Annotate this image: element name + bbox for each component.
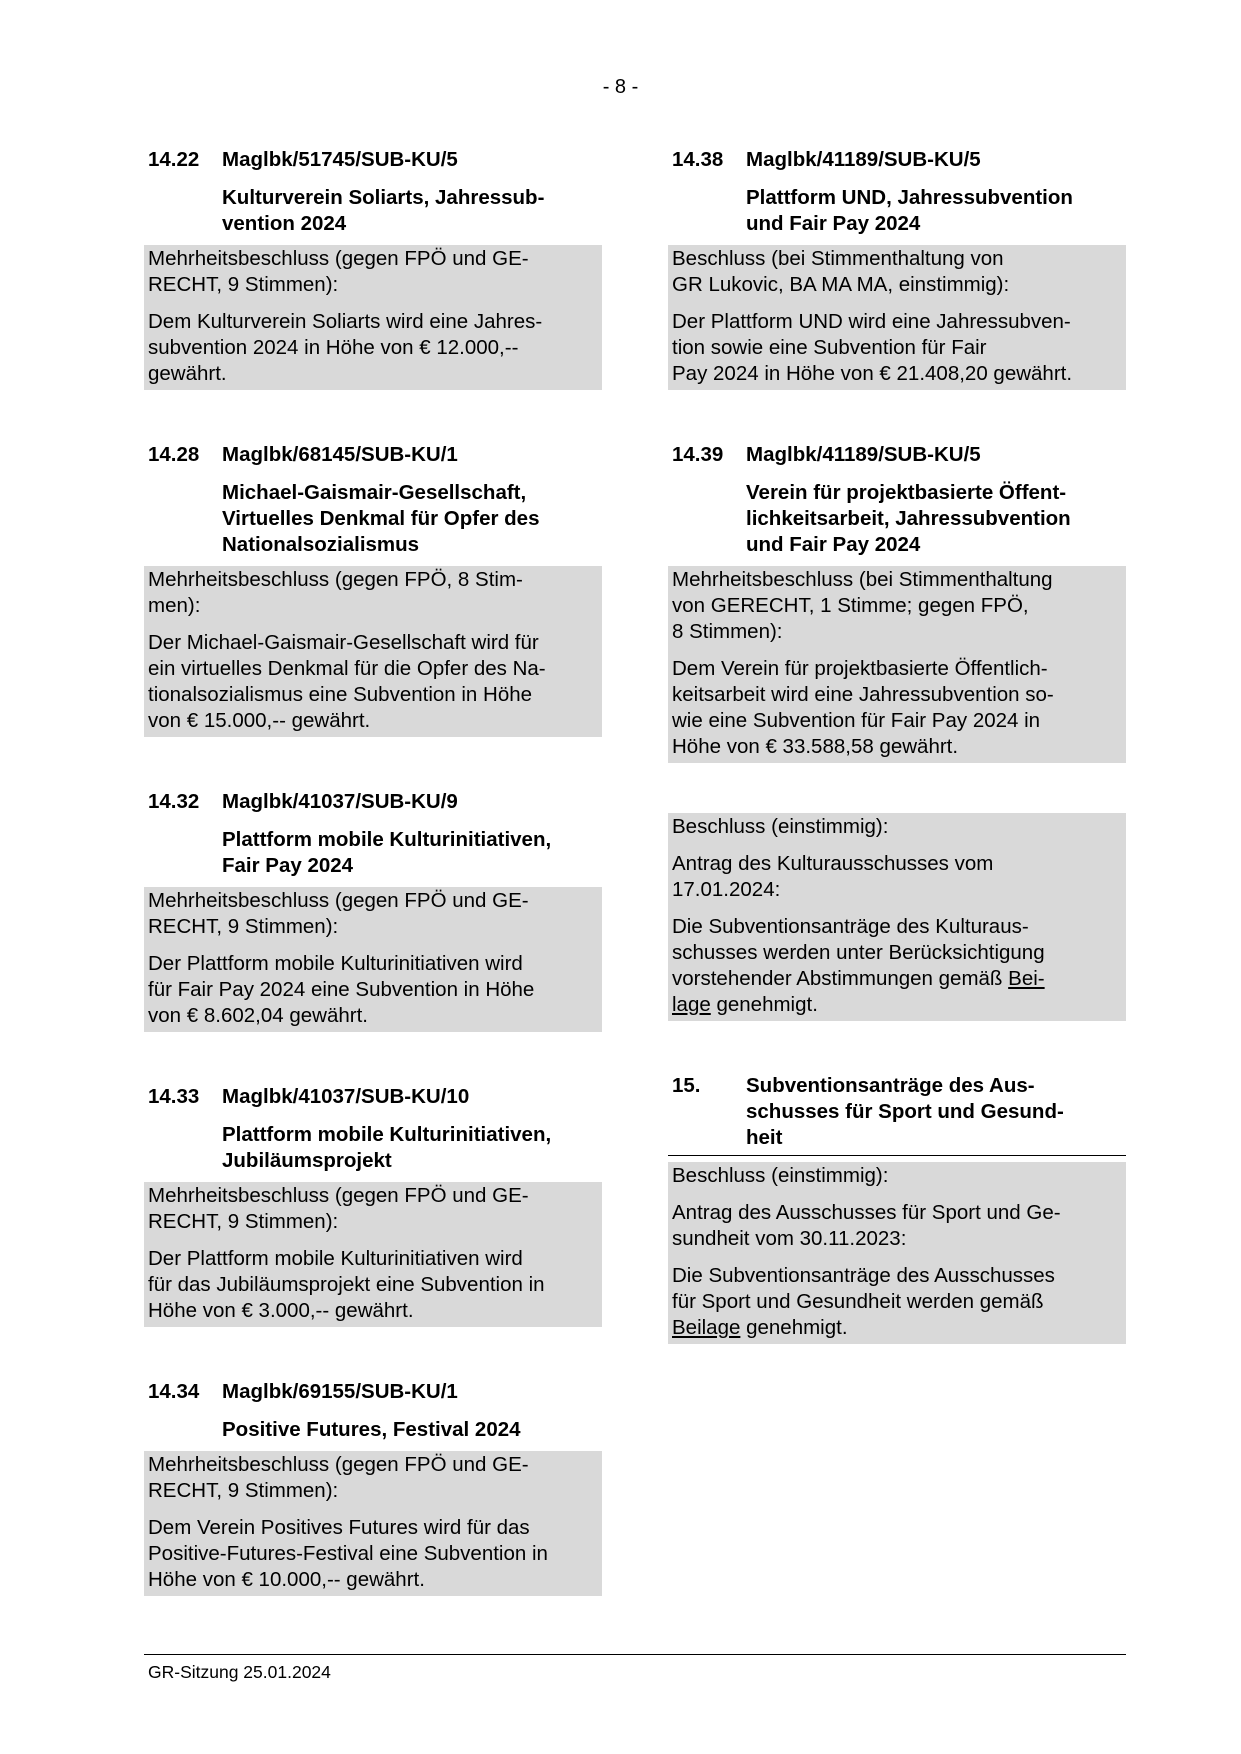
item-heading <box>668 442 1126 468</box>
summary-resolution <box>668 813 1126 1021</box>
section-title: Subventionsanträge des Aus- schusses für Sport und Gesund- heit <box>746 1074 1064 1149</box>
decision-box <box>144 887 602 1032</box>
agenda-item-14-38 <box>668 147 1126 390</box>
decision-box <box>144 1182 602 1327</box>
decision-type: Beschluss (einstimmig): <box>672 815 889 838</box>
decision-text: Der Plattform UND wird eine Jahressubven- tion sowie eine Subvention für Fair Pay 2024 in Höhe von € 21.408,20 gewährt. <box>672 310 1073 385</box>
footer-divider <box>144 1654 1126 1655</box>
section-divider <box>668 1155 1126 1156</box>
attachment-link[interactable]: Beilage <box>672 1316 741 1339</box>
decision-type: Beschluss (bei Stimmenthaltung von GR Lukovic, BA MA MA, einstimmig): <box>672 247 1010 296</box>
agenda-item-14-33 <box>144 1084 602 1327</box>
item-title: Kulturverein Soliarts, Jahressub- vention 2024 <box>222 186 545 235</box>
agenda-item-14-22 <box>144 147 602 390</box>
item-number: 14.22 <box>148 148 200 171</box>
item-number: 14.39 <box>672 443 724 466</box>
decision-text-tail: genehmigt. <box>740 1316 848 1339</box>
item-title: Plattform mobile Kulturinitiativen, Fair Pay 2024 <box>222 828 552 877</box>
item-title: Plattform mobile Kulturinitiativen, Jubiläumsprojekt <box>222 1123 552 1172</box>
item-heading <box>144 147 602 173</box>
motion-text: Antrag des Kulturausschusses vom 17.01.2024: <box>672 852 994 901</box>
item-number: 14.34 <box>148 1380 200 1403</box>
decision-box <box>668 813 1126 1021</box>
item-title: Michael-Gaismair-Gesellschaft, Virtuelles Denkmal für Opfer des Nationalsozialismus <box>222 481 540 556</box>
item-number: 14.28 <box>148 443 200 466</box>
agenda-item-14-39 <box>668 442 1126 763</box>
right-column <box>668 147 1126 1396</box>
decision-type: Mehrheitsbeschluss (gegen FPÖ und GE- RECHT, 9 Stimmen): <box>148 247 529 296</box>
item-title: Plattform UND, Jahressubvention und Fair Pay 2024 <box>746 186 1073 235</box>
item-title: Verein für projektbasierte Öffent- lichkeitsarbeit, Jahressubvention und Fair Pay 2024 <box>746 481 1071 556</box>
section-15 <box>668 1073 1126 1344</box>
item-reference: Maglbk/68145/SUB-KU/1 <box>222 443 458 466</box>
motion-text: Antrag des Ausschusses für Sport und Ge- sundheit vom 30.11.2023: <box>672 1201 1061 1250</box>
item-reference: Maglbk/41189/SUB-KU/5 <box>746 443 981 466</box>
decision-text: Dem Kulturverein Soliarts wird eine Jahres- subvention 2024 in Höhe von € 12.000,-- gewährt. <box>148 310 543 385</box>
item-number: 14.33 <box>148 1085 200 1108</box>
decision-type: Mehrheitsbeschluss (gegen FPÖ und GE- RECHT, 9 Stimmen): <box>148 889 529 938</box>
decision-type: Mehrheitsbeschluss (gegen FPÖ, 8 Stim- men): <box>148 568 523 617</box>
decision-box <box>668 566 1126 763</box>
decision-type: Mehrheitsbeschluss (bei Stimmenthaltung von GERECHT, 1 Stimme; gegen FPÖ, 8 Stimmen): <box>672 568 1053 643</box>
decision-text: Der Plattform mobile Kulturinitiativen wird für Fair Pay 2024 eine Subvention in Höhe von € 8.602,04 gewährt. <box>148 952 535 1027</box>
item-heading <box>144 1084 602 1110</box>
agenda-item-14-34 <box>144 1379 602 1596</box>
footer-session-date: GR-Sitzung 25.01.2024 <box>148 1662 331 1682</box>
decision-box <box>144 1451 602 1596</box>
item-number: 14.38 <box>672 148 724 171</box>
left-column <box>144 147 602 1648</box>
decision-type: Mehrheitsbeschluss (gegen FPÖ und GE- RECHT, 9 Stimmen): <box>148 1184 529 1233</box>
decision-type: Mehrheitsbeschluss (gegen FPÖ und GE- RECHT, 9 Stimmen): <box>148 1453 529 1502</box>
decision-text: Dem Verein für projektbasierte Öffentlich- keitsarbeit wird eine Jahressubvention so- wie eine Subvention für Fair Pay 2024 in Höhe von € 33.588,58 gewährt. <box>672 657 1054 758</box>
decision-text-main: Die Subventionsanträge des Ausschusses für Sport und Gesundheit werden gemäß <box>672 1264 1055 1313</box>
decision-text <box>672 914 1122 1018</box>
item-reference: Maglbk/41189/SUB-KU/5 <box>746 148 981 171</box>
item-reference: Maglbk/41037/SUB-KU/9 <box>222 790 458 813</box>
decision-text <box>672 1263 1122 1341</box>
item-heading <box>144 442 602 468</box>
decision-text-tail: genehmigt. <box>710 993 818 1016</box>
item-heading <box>144 1379 602 1405</box>
decision-text: Der Michael-Gaismair-Gesellschaft wird für ein virtuelles Denkmal für die Opfer des Na- tionalsozialismus eine Subvention in Höhe von € 15.000,-- gewährt. <box>148 631 546 732</box>
item-title: Positive Futures, Festival 2024 <box>222 1418 521 1441</box>
agenda-item-14-32 <box>144 789 602 1032</box>
item-heading <box>668 147 1126 173</box>
decision-type: Beschluss (einstimmig): <box>672 1164 889 1187</box>
item-number: 14.32 <box>148 790 200 813</box>
attachment-link[interactable]: Bei- lage <box>672 967 1045 1016</box>
decision-box <box>668 245 1126 390</box>
section-heading <box>668 1073 1126 1151</box>
page-number: - 8 - <box>602 76 639 98</box>
item-reference: Maglbk/41037/SUB-KU/10 <box>222 1085 470 1108</box>
decision-box <box>668 1162 1126 1344</box>
item-reference: Maglbk/51745/SUB-KU/5 <box>222 148 458 171</box>
section-number: 15. <box>672 1074 701 1097</box>
decision-text: Der Plattform mobile Kulturinitiativen wird für das Jubiläumsprojekt eine Subvention in Höhe von € 3.000,-- gewährt. <box>148 1247 545 1322</box>
decision-box <box>144 566 602 737</box>
decision-text: Dem Verein Positives Futures wird für das Positive-Futures-Festival eine Subvention in Höhe von € 10.000,-- gewährt. <box>148 1516 548 1591</box>
item-reference: Maglbk/69155/SUB-KU/1 <box>222 1380 458 1403</box>
decision-box <box>144 245 602 390</box>
decision-text-main: Die Subventionsanträge des Kulturaus- schusses werden unter Berücksichtigung vorstehender Abstimmungen gemäß <box>672 915 1045 990</box>
agenda-item-14-28 <box>144 442 602 737</box>
item-heading <box>144 789 602 815</box>
